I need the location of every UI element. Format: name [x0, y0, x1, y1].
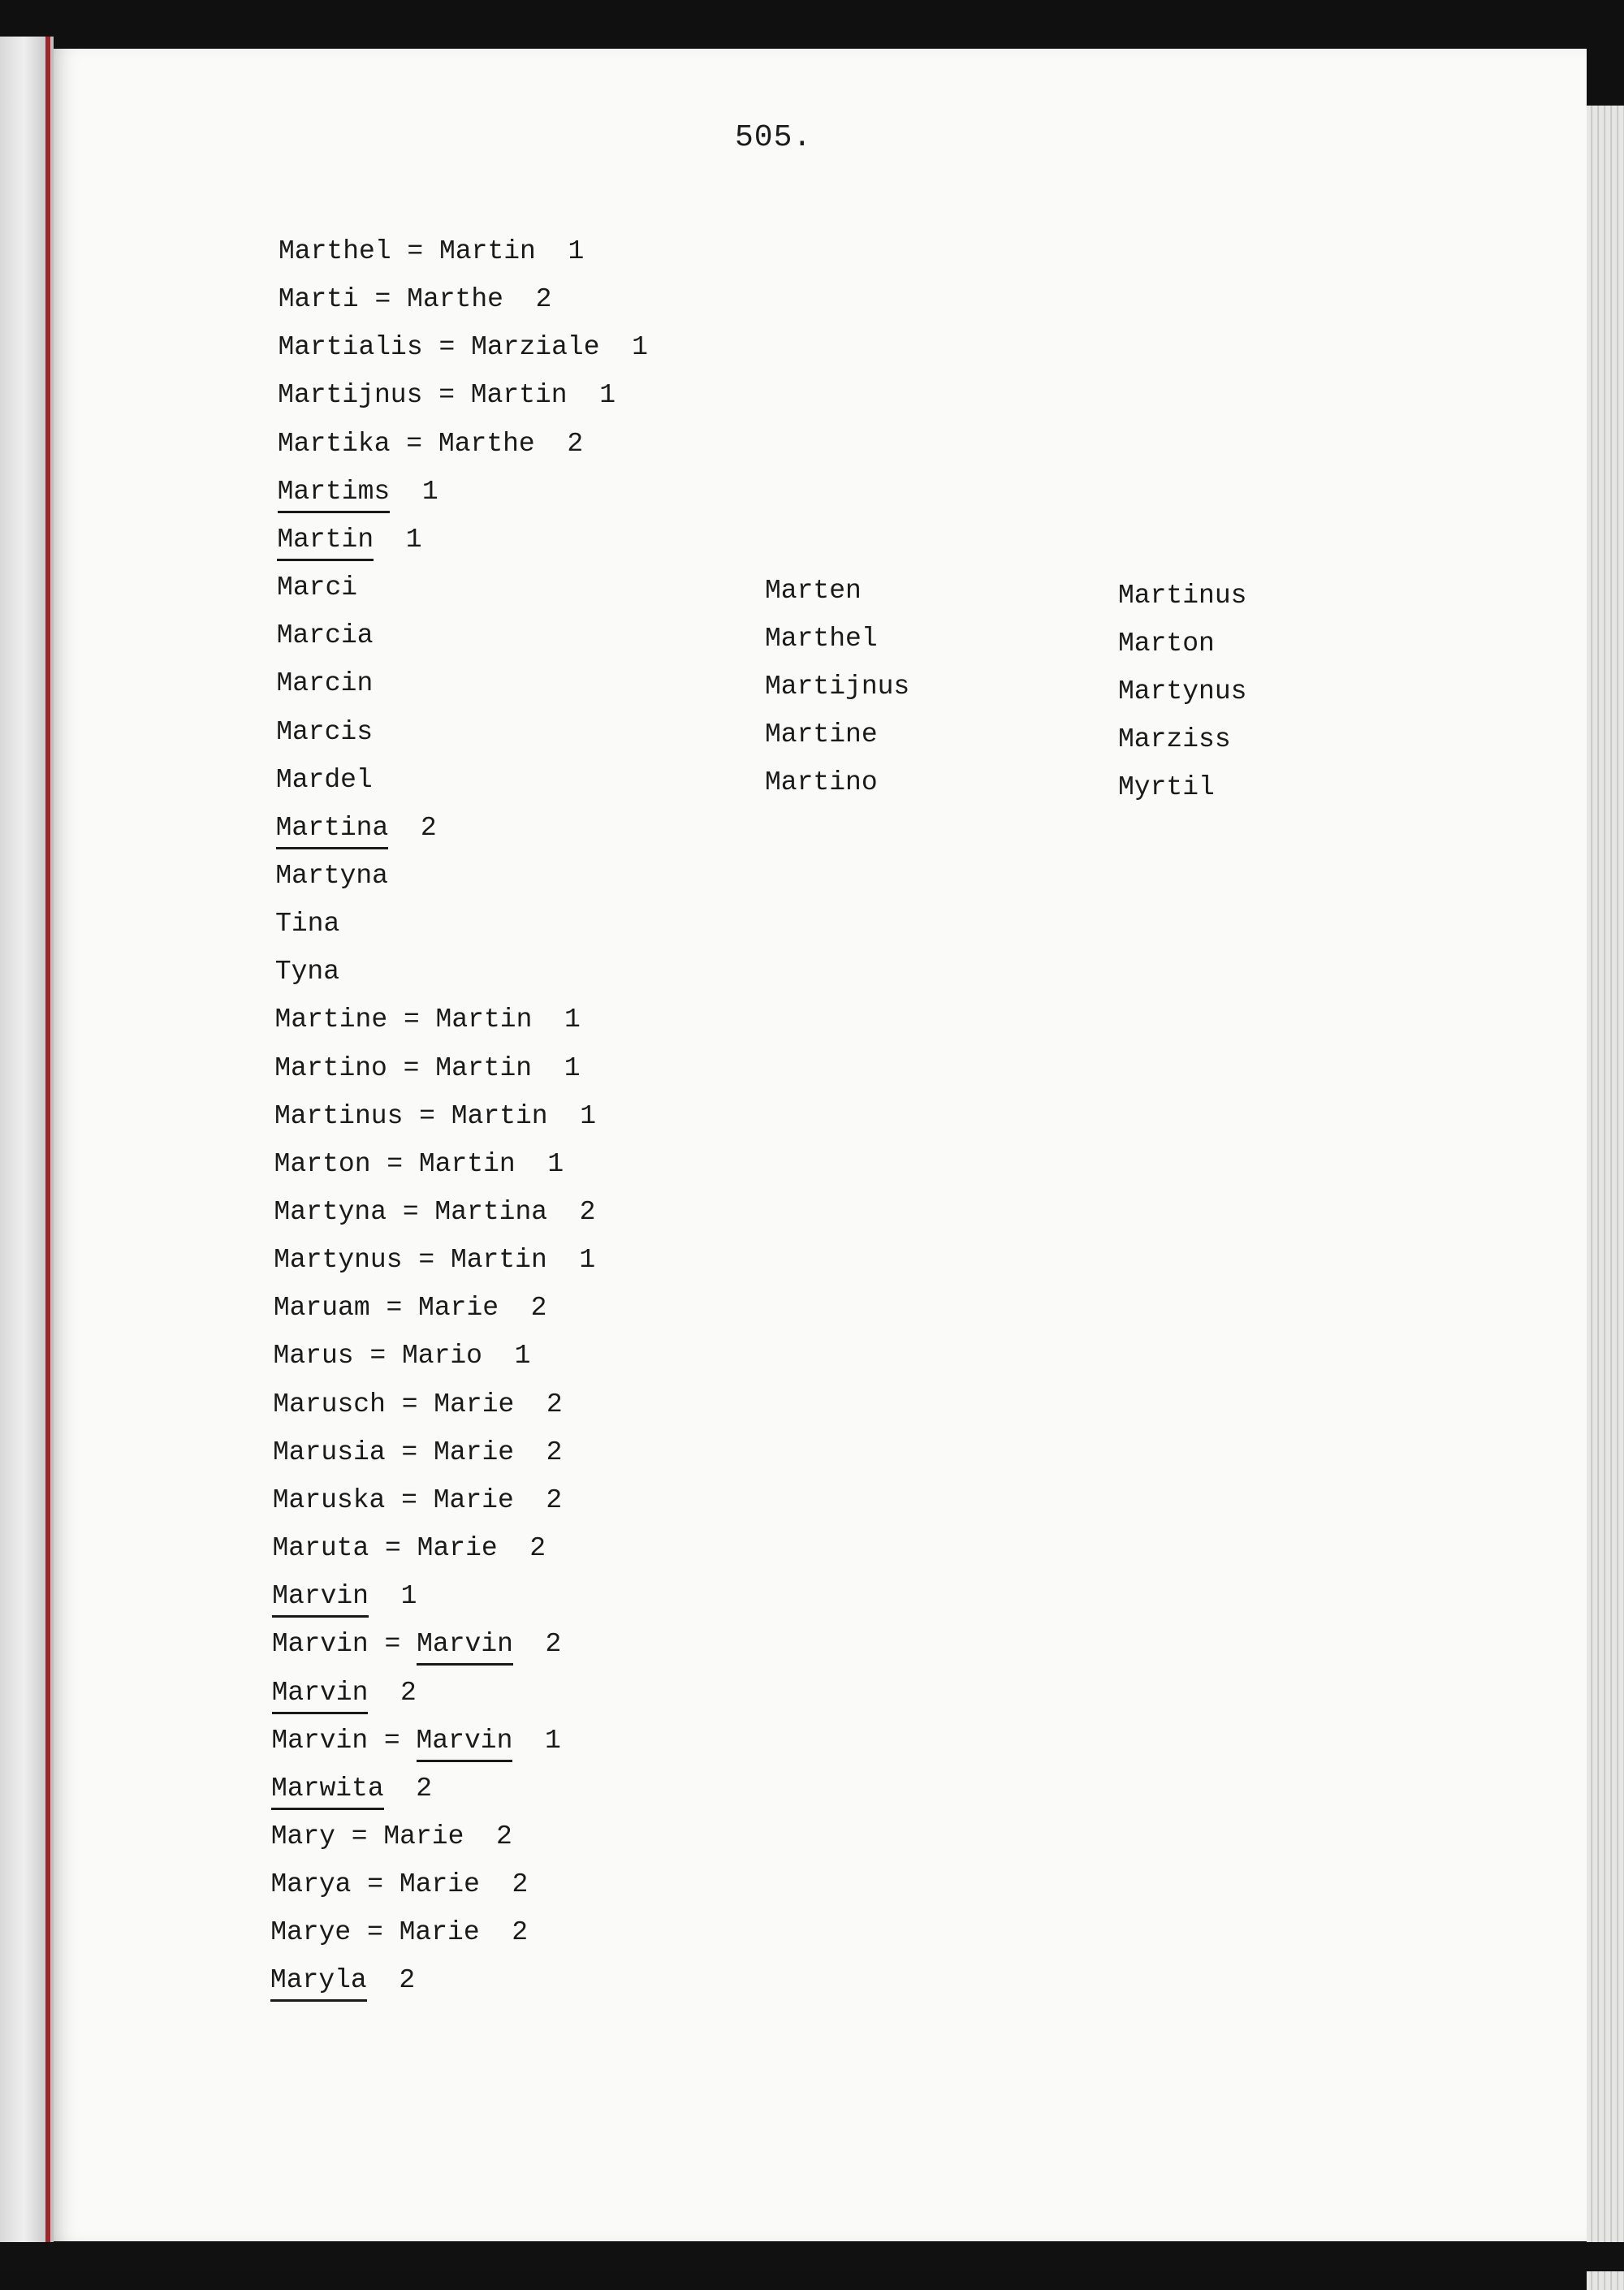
- entry-text: Martine = Martin 1: [274, 1005, 581, 1035]
- entry-text: Marye = Marie 2: [270, 1917, 529, 1948]
- index-entry: [275, 860, 388, 892]
- index-entry: [273, 1437, 562, 1469]
- variant-name: Martino: [765, 767, 878, 797]
- entry-text: 1: [512, 1725, 561, 1756]
- entry-text: 1: [368, 1581, 417, 1612]
- index-entry: [274, 1052, 580, 1085]
- index-entry: [274, 1148, 564, 1181]
- index-entry: [278, 476, 438, 513]
- index-entry: [274, 1292, 547, 1324]
- variant-column-right: [1118, 580, 1246, 819]
- index-entry: [278, 379, 615, 412]
- page: [54, 49, 1587, 2241]
- entry-text: 2: [388, 812, 437, 843]
- entry-text: Marcin: [276, 668, 374, 699]
- index-entry: [275, 956, 339, 988]
- index-entry: [273, 1484, 562, 1517]
- index-entry: [277, 524, 421, 561]
- index-entry: [271, 1773, 432, 1810]
- index-entry: [272, 1677, 417, 1714]
- entry-text: Martika = Marthe 2: [277, 428, 584, 459]
- entry-text: Martino = Martin 1: [274, 1052, 581, 1083]
- index-entry: [275, 1004, 581, 1036]
- index-entry: [273, 1389, 562, 1421]
- index-entry: [271, 1821, 512, 1853]
- underlined-name: Maryla: [270, 1967, 367, 2002]
- index-entry: [278, 331, 647, 364]
- index-entry: [278, 428, 583, 460]
- entry-text: Marci: [277, 572, 358, 603]
- variant-column-middle: [765, 575, 909, 814]
- index-entry: [276, 812, 437, 849]
- index-entry: [274, 1244, 595, 1277]
- underlined-name: Martin: [277, 526, 374, 561]
- index-entry: [276, 716, 373, 749]
- binding-edge: [45, 37, 50, 2271]
- entry-prefix: Marvin =: [271, 1725, 417, 1756]
- entry-text: 2: [383, 1773, 433, 1804]
- entry-text: 1: [390, 476, 438, 507]
- entry-prefix: Marvin =: [271, 1629, 417, 1660]
- index-entry: [276, 668, 373, 700]
- index-entry: [274, 1340, 531, 1372]
- index-entry: [277, 572, 357, 604]
- scan-border: [0, 2242, 1624, 2271]
- underlined-name: Marvin: [417, 1727, 513, 1762]
- variant-name: Martijnus: [765, 672, 910, 702]
- underlined-name: Marwita: [271, 1775, 384, 1810]
- entry-text: Marton = Martin 1: [274, 1148, 564, 1179]
- page-number: 505.: [735, 120, 813, 155]
- entry-text: Martynus = Martin 1: [274, 1245, 596, 1276]
- entry-text: Marya = Marie 2: [270, 1869, 529, 1900]
- entry-text: 1: [374, 524, 422, 555]
- entry-text: Maruam = Marie 2: [273, 1293, 547, 1324]
- entry-text: Martyna: [275, 860, 388, 891]
- entry-text: Marcis: [276, 716, 374, 747]
- underlined-name: Marvin: [272, 1679, 369, 1714]
- index-entry: [270, 1964, 415, 2002]
- index-entry: [279, 283, 552, 316]
- variant-name: Martinus: [1118, 581, 1247, 611]
- index-entry: [272, 1532, 546, 1565]
- underlined-name: Martims: [278, 478, 391, 513]
- index-entry: [274, 1100, 596, 1133]
- index-entry: [277, 620, 374, 652]
- page-stack-edge: [1587, 106, 1624, 2290]
- index-entry: [272, 1580, 417, 1618]
- index-entry: [270, 1916, 528, 1949]
- variant-name: Marthel: [765, 624, 878, 654]
- underlined-name: Marvin: [272, 1583, 369, 1618]
- variant-name: Myrtil: [1118, 772, 1215, 802]
- entry-text: 2: [366, 1965, 416, 1996]
- entry-text: Martijnus = Martin 1: [278, 380, 616, 411]
- entry-text: Martialis = Marziale 1: [278, 332, 648, 363]
- entry-text: Marus = Mario 1: [273, 1341, 531, 1372]
- underlined-name: Marvin: [417, 1631, 513, 1666]
- underlined-name: Martina: [276, 814, 389, 849]
- entry-text: Marthel = Martin 1: [279, 236, 585, 266]
- index-entry: [276, 764, 373, 797]
- index-entry: [271, 1725, 560, 1762]
- entry-text: Maruska = Marie 2: [272, 1484, 563, 1515]
- entry-text: 2: [512, 1629, 562, 1660]
- entry-text: Marcia: [276, 620, 374, 651]
- entry-text: Martinus = Martin 1: [274, 1100, 597, 1131]
- entry-text: Marusia = Marie 2: [273, 1437, 563, 1467]
- variant-name: Marziss: [1118, 724, 1231, 754]
- variant-name: Marten: [765, 576, 862, 606]
- entry-text: Mardel: [275, 764, 373, 795]
- entry-text: Mary = Marie 2: [270, 1821, 512, 1851]
- entry-text: Martyna = Martina 2: [274, 1197, 596, 1227]
- variant-name: Martine: [765, 719, 878, 750]
- entry-text: Marti = Marthe 2: [278, 284, 552, 315]
- index-entry: [279, 235, 584, 268]
- entry-text: Tina: [275, 909, 340, 940]
- entry-text: Tyna: [274, 957, 340, 987]
- entry-text: Marusch = Marie 2: [273, 1389, 563, 1419]
- variant-name: Marton: [1118, 629, 1215, 659]
- entry-text: 2: [368, 1677, 417, 1708]
- variant-name: Martynus: [1118, 676, 1247, 706]
- entry-text: Maruta = Marie 2: [272, 1533, 546, 1564]
- index-entry: [275, 908, 339, 940]
- index-entry: [274, 1196, 595, 1229]
- index-entry: [272, 1628, 561, 1666]
- index-entry: [270, 1869, 528, 1901]
